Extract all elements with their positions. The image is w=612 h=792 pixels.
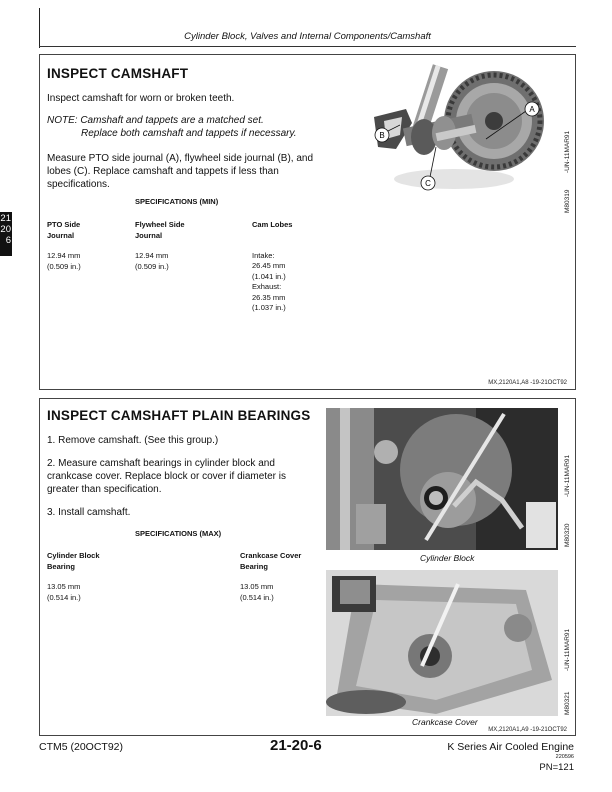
footer-manual-id: CTM5 (20OCT92) [39,741,124,753]
header-rule [39,46,576,47]
footer-page-number: 21-20-6 [270,737,322,754]
measure-text: Measure PTO side journal (A), flywheel side journal (B), and lobes (C). Replace camshaft and tappets if less than specifications. [47,153,314,190]
figure-number-label: M80321 [564,691,571,715]
spec-column-pto [47,220,127,272]
callout-c: C [425,179,431,188]
spec-value: Intake: 26.45 mm (1.041 in.) Exhaust: 26.35 mm (1.037 in.) [252,250,286,312]
callout-a: A [529,105,535,114]
figure-caption-crankcase-cover: Crankcase Cover [412,717,478,727]
figure-caption-cylinder-block: Cylinder Block [420,553,475,563]
figure-number-label: M80320 [564,523,571,547]
section-tab [0,212,12,256]
figure-id-label: -UN-11MAR91 [564,628,571,671]
figure-id-label: -UN-11MAR91 [564,454,571,497]
cylinder-block-photo [326,408,558,550]
note-text [47,114,327,140]
section-title: INSPECT CAMSHAFT PLAIN BEARINGS [47,408,311,423]
spec-column-cam-lobes [252,220,332,314]
section-tab-line3: 6 [5,235,11,246]
inspect-plain-bearings-section [39,398,576,736]
camshaft-illustration [326,59,558,217]
camshaft-photo [326,59,558,217]
note-line-2: Replace both camshaft and tappets if necessary. [81,128,297,139]
spec-header: Cylinder Block Bearing [47,551,100,571]
footer-pn: PN=121 [539,762,574,773]
spec-column-cylinder-block [47,551,167,603]
section-tab-line2: 20 [0,224,11,235]
figure-number-label: M80319 [564,189,571,213]
spec-title: SPECIFICATIONS (MAX) [135,529,222,538]
spec-value: 13.05 mm (0.514 in.) [47,582,81,602]
spec-header: Cam Lobes [252,220,293,229]
section-title: INSPECT CAMSHAFT [47,66,189,81]
spec-column-flywheel [135,220,225,272]
footer-title: K Series Air Cooled Engine [447,741,574,753]
spec-header: PTO Side Journal [47,220,81,240]
inspect-camshaft-section [39,54,576,390]
step-1-text: 1. Remove camshaft. (See this group.) [47,435,219,446]
spec-title: SPECIFICATIONS (MIN) [135,197,219,206]
spec-value: 13.05 mm (0.514 in.) [240,582,274,602]
crankcase-cover-photo [326,570,558,716]
note-line-1: NOTE: Camshaft and tappets are a matched set. [47,115,264,126]
callout-b: B [379,131,385,140]
cylinder-block-illustration [326,408,558,550]
section-tab-line1: 21 [0,213,11,224]
margin-rule [39,8,40,48]
reference-code: MX,2120A1,A8 -19-21OCT92 [488,380,567,386]
reference-code: MX,2120A1,A9 -19-21OCT92 [488,727,567,733]
step-3-text: 3. Install camshaft. [47,507,131,518]
footer-code: 220596 [555,754,574,760]
spec-value: 12.94 mm (0.509 in.) [135,251,169,271]
crankcase-cover-illustration [326,570,558,716]
figure-id-label: -UN-11MAR91 [564,130,571,173]
step-2-text: 2. Measure camshaft bearings in cylinder block and crankcase cover. Replace block or cover if diameter is greater than specification. [47,458,286,495]
running-head: Cylinder Block, Valves and Internal Components/Camshaft [184,31,431,42]
spec-header: Flywheel Side Journal [135,220,185,240]
spec-header: Crankcase Cover Bearing [240,551,302,571]
intro-text: Inspect camshaft for worn or broken teeth. [47,93,235,104]
spec-value: 12.94 mm (0.509 in.) [47,251,81,271]
